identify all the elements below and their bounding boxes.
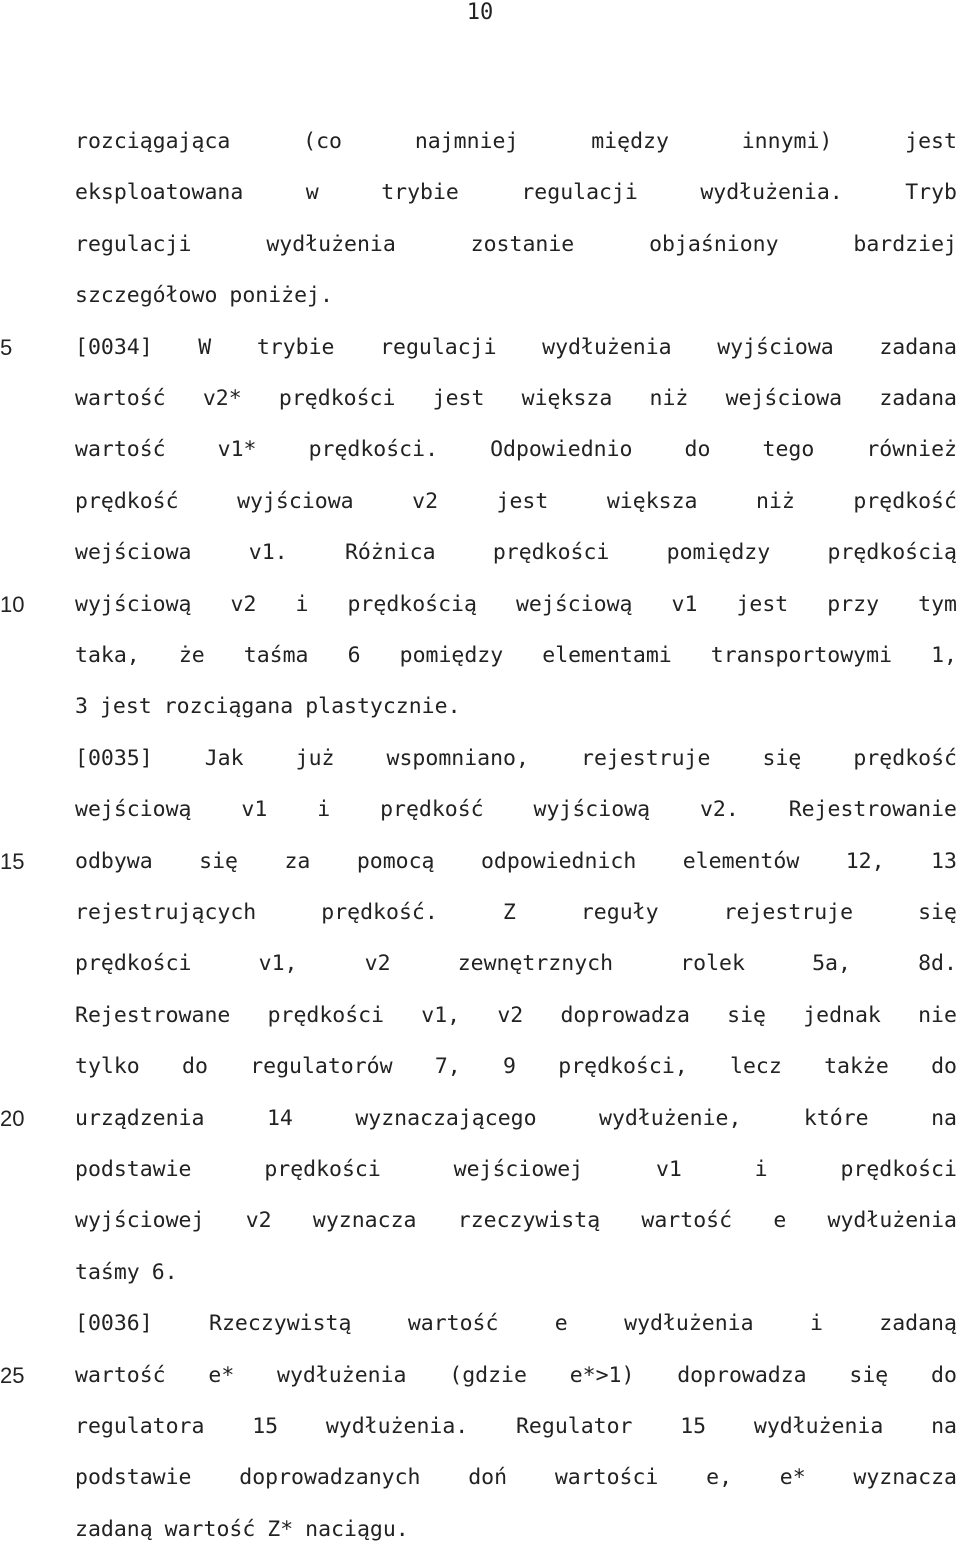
word: regulacji: [521, 180, 638, 205]
word: już: [295, 746, 335, 771]
page-number: 10: [466, 0, 494, 25]
word: zadana: [879, 335, 957, 360]
word: najmniej: [414, 129, 519, 154]
word: elementów: [682, 849, 800, 874]
word: wejściowej: [453, 1157, 584, 1182]
word: wyjściowa: [717, 335, 834, 360]
word: między: [591, 129, 669, 154]
word: zostanie: [470, 232, 575, 257]
word: jednak: [803, 1003, 881, 1028]
word: v2: [412, 489, 439, 514]
word: wydłużenia: [624, 1311, 754, 1336]
word: wyjściową: [75, 592, 192, 617]
margin-line-number: 25: [0, 1363, 25, 1388]
word: wejściowa: [725, 386, 843, 411]
word: innymi): [741, 129, 833, 154]
word: 14: [266, 1106, 293, 1131]
word: prędkość: [75, 489, 179, 514]
word: 5a,: [812, 951, 851, 976]
word: 12,: [845, 849, 885, 874]
word: wydłużenia: [277, 1363, 407, 1388]
word: zadaną: [879, 1311, 957, 1336]
word: prędkości: [264, 1157, 381, 1182]
word: jest: [432, 386, 485, 411]
word: v2.: [699, 797, 739, 822]
word: wydłużenia: [827, 1208, 957, 1233]
word: które: [803, 1106, 869, 1131]
word: 3: [75, 694, 88, 719]
word: Rzeczywistą: [209, 1311, 352, 1336]
text-line: [75, 1412, 957, 1464]
word: większa: [606, 489, 698, 514]
text-line: [75, 641, 957, 693]
word: objaśniony: [649, 232, 779, 257]
word: naciągu.: [305, 1517, 409, 1542]
text-line: [75, 1104, 957, 1156]
word: [0036]: [75, 1311, 153, 1336]
word: doprowadza: [560, 1003, 690, 1028]
word: do: [931, 1054, 957, 1079]
text-line: [75, 1155, 957, 1207]
text-line: [75, 230, 957, 282]
word: e*: [779, 1465, 806, 1490]
word: tym: [918, 592, 957, 617]
word: e*>1): [569, 1363, 635, 1388]
word: v1.: [248, 540, 288, 565]
word: wyjściową: [533, 797, 651, 822]
word: v1: [671, 592, 698, 617]
word: transportowymi: [710, 643, 893, 668]
word: prędkości: [840, 1157, 957, 1182]
word: wyznaczającego: [355, 1106, 537, 1131]
word: prędkości: [492, 540, 610, 565]
word: rzeczywistą: [457, 1208, 601, 1233]
margin-line-number: 10: [0, 592, 25, 617]
text-line: [75, 178, 957, 230]
word: prędkość: [380, 797, 484, 822]
word: wejściową: [515, 592, 633, 617]
word: taka,: [75, 643, 140, 668]
word: zadaną: [75, 1517, 153, 1542]
word: v1,: [258, 951, 298, 976]
word: i: [295, 592, 309, 617]
word: 9: [503, 1054, 516, 1079]
word: 6: [347, 643, 361, 668]
text-line: [75, 1463, 957, 1515]
word: reguły: [580, 900, 659, 925]
word: e: [554, 1311, 568, 1336]
word: Rejestrowane: [75, 1003, 231, 1028]
word: na: [931, 1106, 957, 1131]
word: się: [849, 1363, 889, 1388]
word: przy: [827, 592, 880, 617]
word: 8d.: [918, 951, 957, 976]
word: eksploatowana: [75, 180, 244, 205]
word: e,: [706, 1465, 733, 1490]
word: regulacji: [380, 335, 497, 360]
word: wartość: [164, 1517, 256, 1542]
word: jest: [99, 694, 152, 719]
word: podstawie: [75, 1465, 192, 1490]
word: v2: [245, 1208, 272, 1233]
word: plastycznie.: [305, 694, 461, 719]
margin-line-number: 15: [0, 849, 25, 874]
text-line: [75, 384, 957, 436]
word: szczegółowo: [75, 283, 218, 308]
word: i: [317, 797, 331, 822]
word: [0034]: [75, 335, 153, 360]
word: prędkością: [827, 540, 957, 565]
word: tylko: [75, 1054, 140, 1079]
word: niż: [649, 386, 689, 411]
word: wydłużenia: [753, 1414, 884, 1439]
word: prędkości,: [558, 1054, 688, 1079]
word: regulatorów: [250, 1054, 393, 1079]
word: Regulator: [515, 1414, 633, 1439]
word: prędkość.: [321, 900, 438, 925]
word: rejestrujących: [75, 900, 257, 925]
word: się: [918, 900, 957, 925]
word: wartość: [641, 1208, 733, 1233]
text-line: [75, 1001, 957, 1053]
word: do: [684, 437, 711, 462]
word: elementami: [542, 643, 672, 668]
word: do: [931, 1363, 957, 1388]
word: wydłużenie,: [599, 1106, 742, 1131]
word: Z*: [267, 1517, 294, 1542]
word: za: [284, 849, 311, 874]
text-line: [75, 1515, 957, 1567]
word: wyjściowej: [75, 1208, 205, 1233]
word: e: [773, 1208, 787, 1233]
word: Z: [502, 900, 516, 925]
word: v1,: [421, 1003, 461, 1028]
text-line: [75, 847, 957, 899]
word: v1*: [217, 437, 257, 462]
word: Różnica: [344, 540, 436, 565]
word: pomiędzy: [399, 643, 504, 668]
text-line: [75, 744, 957, 796]
word: prędkości: [75, 951, 192, 976]
word: wyznacza: [853, 1465, 957, 1490]
word: również: [866, 437, 957, 462]
word: prędkością: [347, 592, 477, 617]
word: prędkość: [853, 746, 957, 771]
word: odpowiednich: [480, 849, 637, 874]
word: się: [199, 849, 238, 874]
word: [0035]: [75, 746, 153, 771]
word: rejestruje: [581, 746, 711, 771]
word: wartość: [407, 1311, 499, 1336]
word: v2: [497, 1003, 524, 1028]
word: regulatora: [75, 1414, 205, 1439]
word: rejestruje: [723, 900, 854, 925]
word: 7,: [434, 1054, 461, 1079]
word: i: [809, 1311, 823, 1336]
text-line: [75, 127, 957, 179]
word: regulacji: [75, 232, 192, 257]
word: (gdzie: [449, 1363, 527, 1388]
word: e*: [208, 1363, 235, 1388]
word: taśmy: [75, 1260, 140, 1285]
text-line: [75, 487, 957, 539]
text-line: [75, 1309, 957, 1361]
word: wartość: [75, 437, 166, 462]
word: rozciągająca: [75, 129, 231, 154]
word: wartość: [75, 386, 166, 411]
word: wartości: [554, 1465, 659, 1490]
word: poniżej.: [229, 283, 333, 308]
text-line: [75, 1206, 957, 1258]
word: prędkości.: [308, 437, 439, 462]
word: niż: [756, 489, 795, 514]
word: wartość: [75, 1363, 166, 1388]
margin-line-number: 5: [0, 335, 13, 360]
word: 6.: [151, 1260, 178, 1285]
text-line: [75, 333, 957, 385]
word: i: [754, 1157, 768, 1182]
text-line: [75, 795, 957, 847]
word: taśma: [243, 643, 309, 668]
word: Jak: [204, 746, 244, 771]
word: urządzenia: [75, 1106, 205, 1131]
word: wydłużenia: [266, 232, 396, 257]
word: jest: [496, 489, 549, 514]
word: na: [931, 1414, 957, 1439]
word: doprowadzanych: [239, 1465, 421, 1490]
word: wyznacza: [312, 1208, 417, 1233]
word: pomiędzy: [666, 540, 771, 565]
word: (co: [303, 129, 343, 154]
word: wydłużenia.: [325, 1414, 469, 1439]
margin-line-number: 20: [0, 1106, 25, 1131]
word: wejściową: [75, 797, 192, 822]
text-line: [75, 1258, 957, 1310]
text-line: [75, 949, 957, 1001]
word: v2: [364, 951, 391, 976]
word: v2*: [202, 386, 242, 411]
word: się: [727, 1003, 766, 1028]
word: bardziej: [853, 232, 957, 257]
word: Odpowiednio: [490, 437, 633, 462]
word: zadana: [879, 386, 957, 411]
word: v2: [230, 592, 257, 617]
word: trybie: [381, 180, 459, 205]
word: prędkości: [267, 1003, 385, 1028]
word: prędkości: [278, 386, 396, 411]
word: odbywa: [75, 849, 153, 874]
word: v1: [241, 797, 268, 822]
word: wspomniano,: [386, 746, 529, 771]
text-line: [75, 1361, 957, 1413]
word: zewnętrznych: [457, 951, 614, 976]
text-line: [75, 590, 957, 642]
word: Tryb: [905, 180, 957, 205]
text-line: [75, 435, 957, 487]
word: v1: [655, 1157, 682, 1182]
text-line: [75, 898, 957, 950]
word: lecz: [730, 1054, 782, 1079]
word: wydłużenia.: [700, 180, 843, 205]
word: doprowadza: [677, 1363, 807, 1388]
word: wyjściowa: [237, 489, 354, 514]
word: nie: [918, 1003, 957, 1028]
text-line: [75, 538, 957, 590]
word: Rejestrowanie: [788, 797, 957, 822]
word: także: [824, 1054, 889, 1079]
word: pomocą: [356, 849, 435, 874]
word: większa: [521, 386, 613, 411]
word: rolek: [680, 951, 745, 976]
word: do: [182, 1054, 208, 1079]
word: 13: [931, 849, 957, 874]
word: doń: [468, 1465, 508, 1490]
word: wydłużenia: [542, 335, 672, 360]
word: trybie: [256, 335, 335, 360]
word: prędkość: [853, 489, 957, 514]
word: W: [198, 335, 212, 360]
word: 1,: [931, 643, 957, 668]
word: tego: [762, 437, 815, 462]
word: wejściowa: [75, 540, 192, 565]
word: jest: [736, 592, 789, 617]
word: się: [762, 746, 802, 771]
word: 15: [680, 1414, 707, 1439]
word: podstawie: [75, 1157, 192, 1182]
word: że: [178, 643, 205, 668]
word: rozciągana: [163, 694, 294, 719]
word: jest: [905, 129, 957, 154]
text-line: [75, 281, 957, 333]
text-line: [75, 692, 957, 744]
word: 15: [252, 1414, 279, 1439]
text-line: [75, 1052, 957, 1104]
word: w: [305, 180, 319, 205]
